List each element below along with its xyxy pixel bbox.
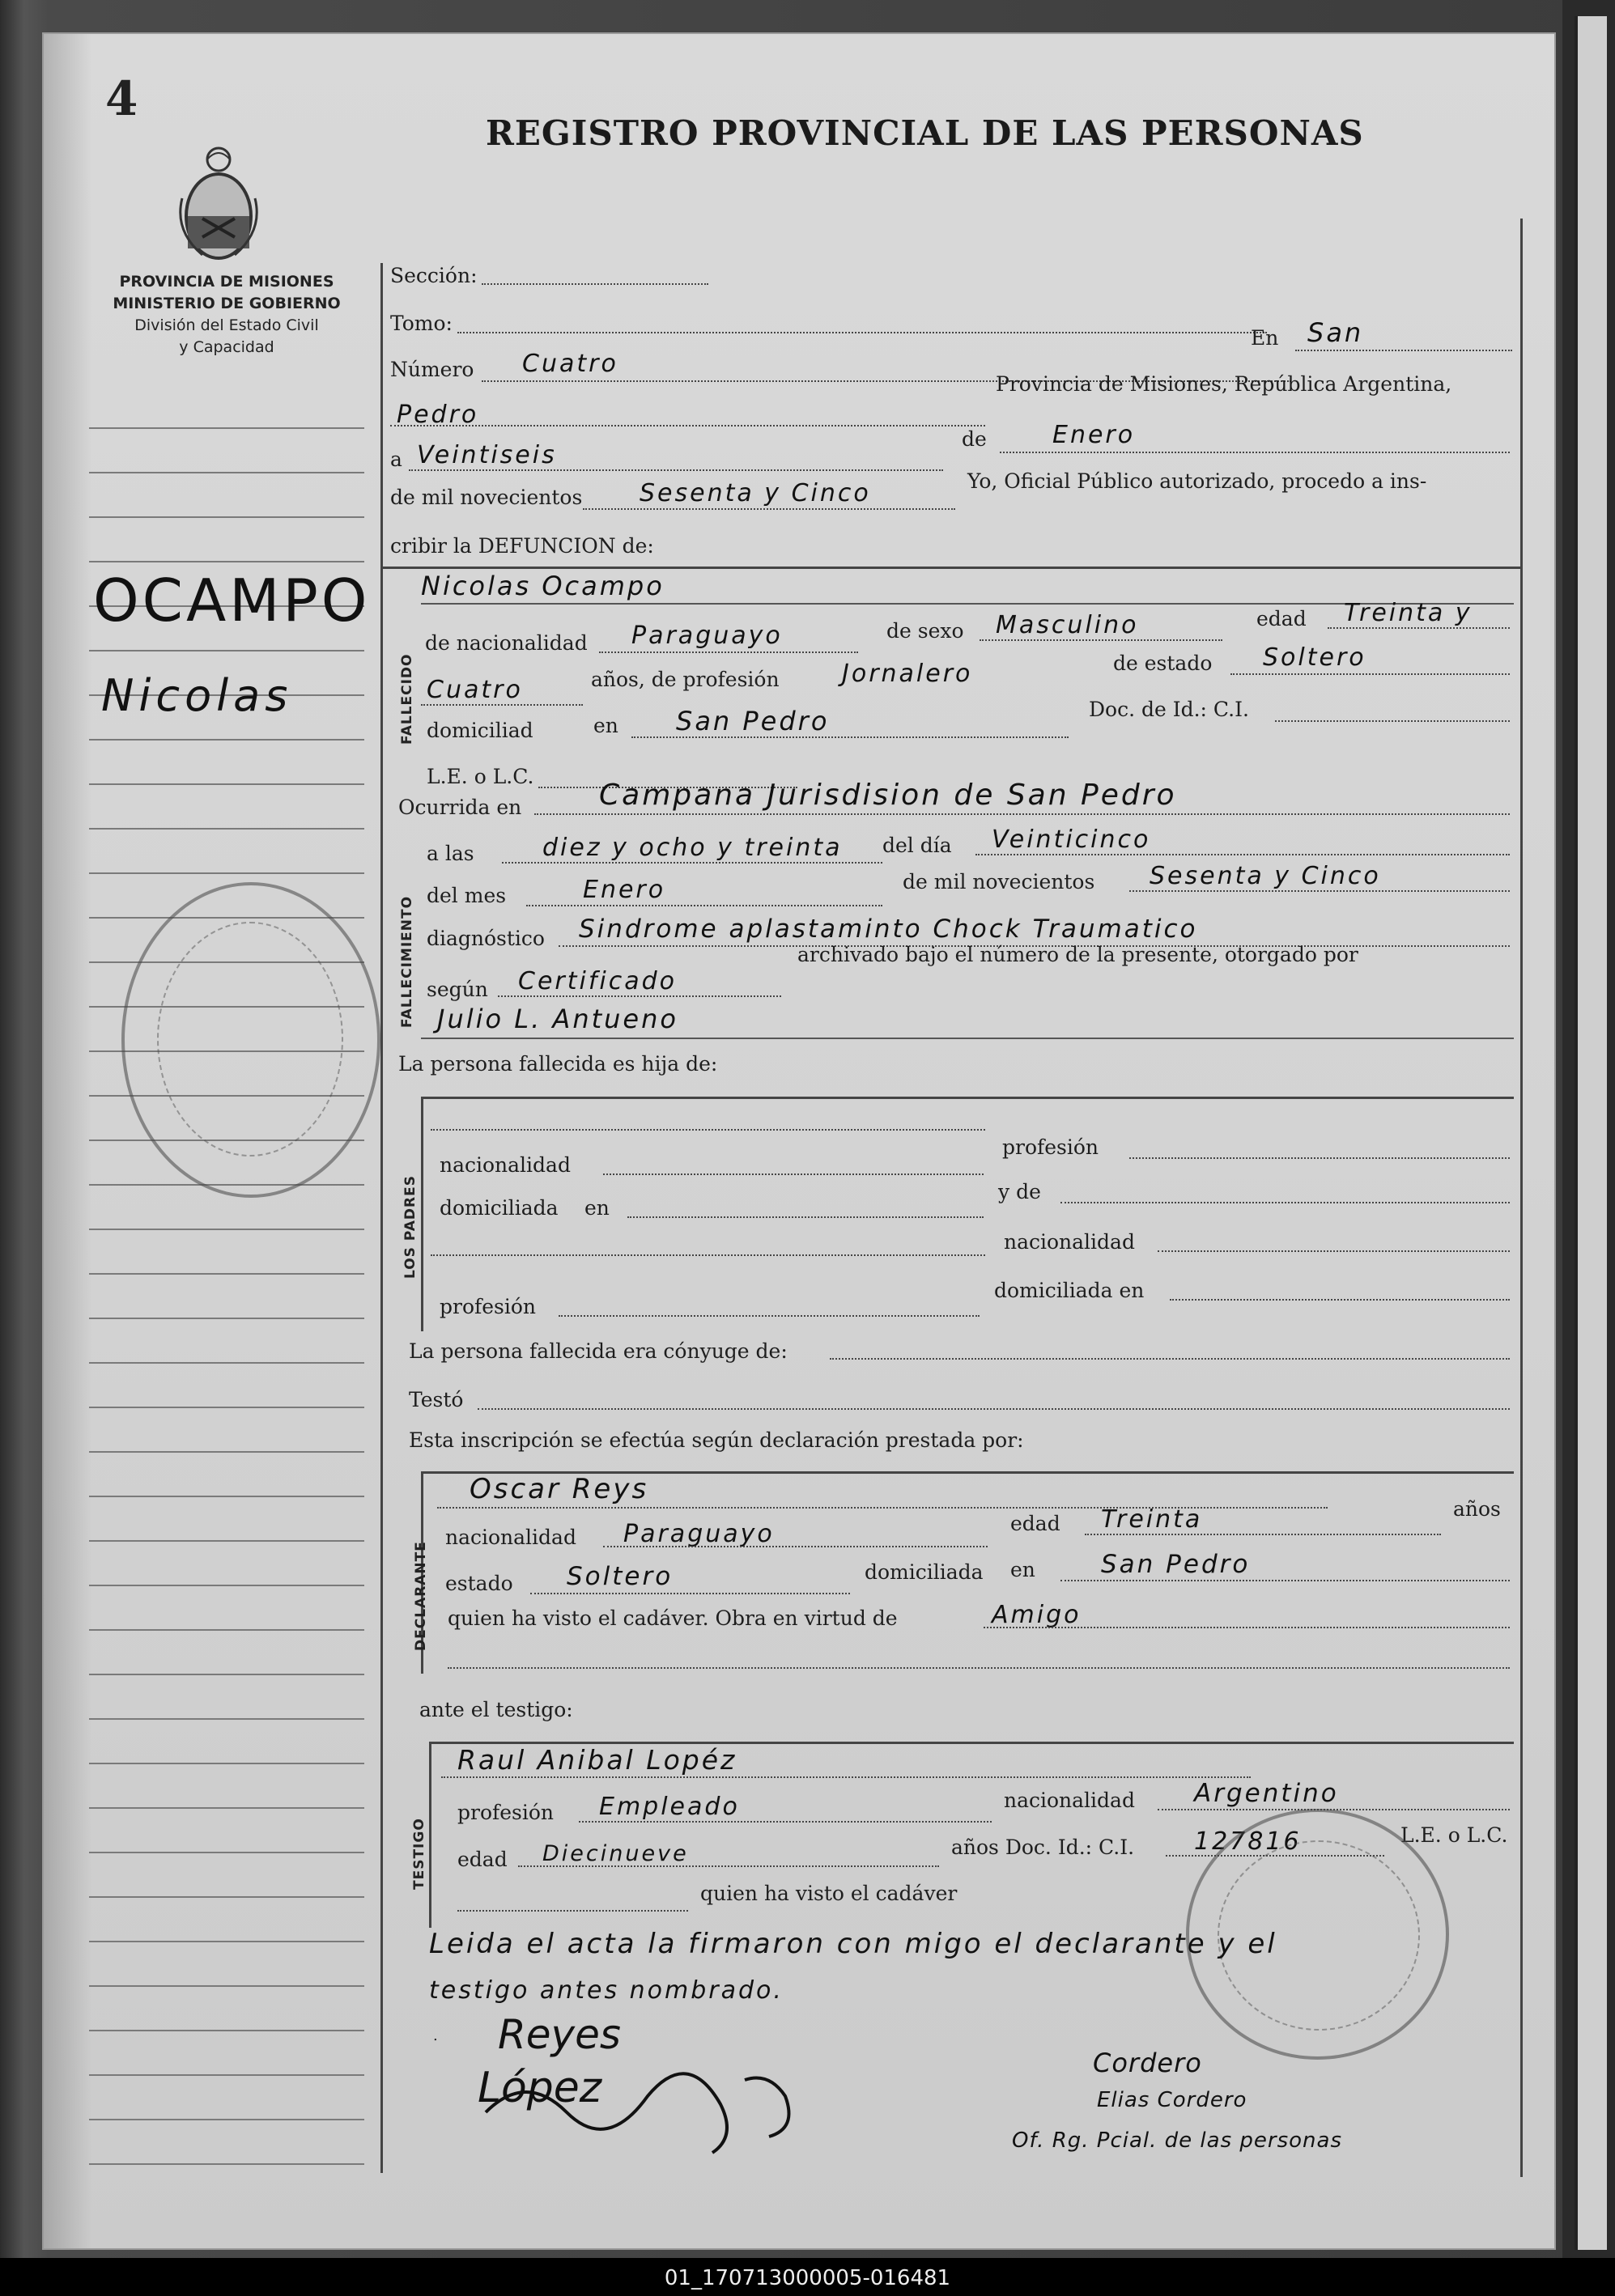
archivado-text: archivado bajo el número de la presente, otorgado por <box>797 943 1358 966</box>
declarante-edad-line <box>1085 1534 1441 1535</box>
diagnostico-value: Sindrome aplastaminto Chock Traumatico <box>579 915 1198 944</box>
padre-name-line <box>431 1129 985 1131</box>
anio-value: Sesenta y Cinco <box>1150 862 1381 890</box>
doc-label: Doc. de Id.: C.I. <box>1089 698 1249 721</box>
testigo-anos-doc-label: años Doc. Id.: C.I. <box>951 1836 1135 1859</box>
medico-value: Julio L. Antueno <box>437 1004 678 1034</box>
padre-domicilio-line <box>627 1216 984 1218</box>
province-text: Provincia de Misiones, República Argentina, <box>996 372 1452 396</box>
place-line <box>390 425 985 427</box>
nacionalidad-value: Paraguayo <box>631 622 783 650</box>
padre-profesion2-line <box>559 1315 980 1317</box>
testigo-profesion-label: profesión <box>457 1801 555 1824</box>
declarante-estado-line <box>530 1593 850 1594</box>
mes-value: Enero <box>583 876 666 904</box>
month-line <box>1000 452 1510 453</box>
mil-label: de mil novecientos <box>903 870 1095 893</box>
month-value: Enero <box>1052 421 1136 449</box>
margin-ruled-line <box>89 1763 364 1764</box>
margin-ruled-line <box>89 1941 364 1942</box>
margin-ruled-line <box>89 1496 364 1497</box>
de-label: de <box>962 427 987 451</box>
declarante-virtud-value: Amigo <box>992 1601 1082 1629</box>
madre-name-line <box>1060 1202 1510 1203</box>
sexo-line <box>980 639 1222 641</box>
seccion-label: Sección: <box>390 264 478 287</box>
margin-ruled-line <box>89 427 364 429</box>
padres-top-rule <box>421 1097 1514 1099</box>
edad-label: edad <box>1256 607 1307 630</box>
testigo-name-line <box>441 1776 1251 1778</box>
edad-value-continued: Cuatro <box>427 676 523 704</box>
margin-ruled-line <box>89 1718 364 1720</box>
testigo-le-lc-label: L.E. o L.C. <box>1400 1823 1508 1847</box>
en-value: San <box>1307 317 1364 348</box>
ocurrida-line <box>534 813 1510 815</box>
declarante-virtud-line <box>984 1627 1510 1628</box>
padre-profesion-label: profesión <box>1002 1135 1099 1159</box>
testigo-edad-value: Diecinueve <box>542 1841 689 1866</box>
conyuge-label: La persona fallecida era cónyuge de: <box>409 1339 788 1363</box>
fallecimiento-side-rule <box>380 834 383 1076</box>
testigo-intro: ante el testigo: <box>419 1698 573 1721</box>
inscribe-text: cribir la DEFUNCION de: <box>390 534 654 558</box>
margin-ruled-line <box>89 1585 364 1586</box>
ocurrida-value: Campana Jurisdision de San Pedro <box>599 779 1177 812</box>
margin-ruled-line <box>89 1852 364 1853</box>
margin-ruled-line <box>89 1896 364 1898</box>
domiciliado-label: domiciliad <box>427 719 533 742</box>
place-value: Pedro <box>397 401 479 429</box>
edad-value: Treinta y <box>1344 599 1473 627</box>
hora-value: diez y ocho y treinta <box>542 834 843 862</box>
madre-nacionalidad-label: nacionalidad <box>1004 1230 1135 1254</box>
official-name: Elias Cordero <box>1097 2088 1247 2112</box>
nacionalidad-line <box>599 651 858 653</box>
form-left-border <box>380 263 383 2173</box>
conyuge-line <box>830 1358 1510 1360</box>
signature-testigo: López <box>478 2064 602 2112</box>
nacionalidad-label: de nacionalidad <box>425 631 588 655</box>
sig-dot-1: . <box>433 2027 438 2044</box>
margin-ruled-line <box>89 1318 364 1319</box>
registry-title: REGISTRO PROVINCIAL DE LAS PERSONAS <box>486 113 1364 153</box>
segun-value: Certificado <box>518 967 678 995</box>
declarante-nacionalidad-value: Paraguayo <box>623 1520 775 1548</box>
margin-ruled-line <box>89 2163 364 2165</box>
next-page-edge <box>1575 16 1607 2250</box>
closing-line-1: Leida el acta la firmaron con migo el declarante y el <box>429 1928 1277 1960</box>
madre-domicilio-line <box>1170 1299 1510 1301</box>
sexo-value: Masculino <box>996 611 1139 639</box>
declarante-nacionalidad-label: nacionalidad <box>445 1526 576 1549</box>
medico-line <box>421 1038 1514 1039</box>
edad-line-2 <box>421 704 583 706</box>
testo-label: Testó <box>409 1388 464 1411</box>
hora-line <box>502 862 882 864</box>
declarante-anos-label: años <box>1453 1497 1501 1521</box>
madre-domiciliada-label: domiciliada en <box>994 1279 1145 1302</box>
margin-ruled-line <box>89 1629 364 1631</box>
testigo-edad-label: edad <box>457 1848 508 1871</box>
padre-en-label: en <box>584 1196 610 1220</box>
testo-line <box>478 1408 1510 1410</box>
signature-declarante: Reyes <box>498 2011 621 2058</box>
form-right-border <box>1520 219 1523 2177</box>
edad-line <box>1328 627 1510 629</box>
declarante-section-label: DECLARANTE <box>413 1541 429 1651</box>
margin-ruled-line <box>89 1273 364 1275</box>
closing-line-2: testigo antes nombrado. <box>429 1976 784 2005</box>
declarante-edad-label: edad <box>1010 1512 1060 1535</box>
fallecimiento-section-label: FALLECIMIENTO <box>399 895 415 1028</box>
doc-line <box>1275 720 1510 722</box>
declarante-nacionalidad-line <box>603 1546 988 1547</box>
padre-domiciliada-label: domiciliada <box>440 1196 559 1220</box>
year-line <box>583 508 955 510</box>
margin-ruled-line <box>89 2074 364 2076</box>
anos-profesion-label: años, de profesión <box>591 668 780 691</box>
fallecido-top-rule <box>380 567 1522 569</box>
margin-ruled-line <box>89 828 364 830</box>
a-las-label: a las <box>427 842 474 865</box>
page-number: 4 <box>105 71 138 126</box>
fallecido-section-label: FALLECIDO <box>399 653 415 745</box>
declaracion-label: Esta inscripción se efectúa según declaración prestada por: <box>409 1428 1024 1452</box>
margin-ruled-line <box>89 472 364 473</box>
margin-ruled-line <box>89 872 364 874</box>
numero-label: Número <box>390 358 474 381</box>
numero-value: Cuatro <box>522 350 618 378</box>
testigo-edad-line <box>518 1865 939 1867</box>
margin-given-name: Nicolas <box>101 670 293 721</box>
testigo-extra-line <box>457 1910 688 1912</box>
padre-profesion-line <box>1129 1157 1510 1159</box>
margin-ruled-line <box>89 783 364 785</box>
fallecido-side-rule <box>380 567 383 801</box>
estado-value: Soltero <box>1263 643 1366 672</box>
margin-ruled-line <box>89 650 364 651</box>
margin-ruled-line <box>89 1229 364 1230</box>
testigo-ci-value: 127816 <box>1194 1827 1302 1856</box>
testigo-nacionalidad-label: nacionalidad <box>1004 1789 1135 1812</box>
testigo-side-rule <box>429 1742 431 1928</box>
sexo-label: de sexo <box>886 619 964 643</box>
signature-scribble <box>478 2039 818 2161</box>
margin-surname: OCAMPO <box>93 567 371 634</box>
official-title: Of. Rg. Pcial. de las personas <box>1012 2128 1343 2153</box>
padre-profesion2-label: profesión <box>440 1295 537 1318</box>
le-lc-label: L.E. o L.C. <box>427 765 534 788</box>
y-de-label: y de <box>998 1180 1041 1203</box>
deceased-name-value: Nicolas Ocampo <box>421 571 665 601</box>
profesion-value: Jornalero <box>842 660 973 688</box>
margin-ruled-line <box>89 1407 364 1408</box>
en-line <box>1295 350 1512 351</box>
domicilio-line <box>631 736 1069 738</box>
margin-ruled-line <box>89 1540 364 1542</box>
tomo-line <box>457 332 1267 333</box>
declarante-extra-line <box>448 1667 1510 1669</box>
declarante-en-label: en <box>1010 1558 1035 1581</box>
year-prefix: de mil novecientos <box>390 486 583 509</box>
official-signature: Cordero <box>1093 2048 1202 2078</box>
page-gutter-shadow <box>44 34 92 2248</box>
ocurrida-label: Ocurrida en <box>398 796 522 819</box>
office-ministry: MINISTERIO DE GOBIERNO <box>113 295 341 312</box>
domicilio-en-label: en <box>593 714 618 737</box>
margin-ruled-line <box>89 2119 364 2120</box>
margin-ruled-line <box>89 739 364 741</box>
declarante-visto-label: quien ha visto el cadáver. Obra en virtud de <box>448 1606 898 1630</box>
testigo-profesion-value: Empleado <box>599 1793 740 1821</box>
diagnostico-label: diagnóstico <box>427 927 545 950</box>
declarante-edad-value: Treinta <box>1101 1505 1203 1534</box>
year-value: Sesenta y Cinco <box>640 479 871 507</box>
testigo-visto-label: quien ha visto el cadáver <box>700 1882 958 1905</box>
issuing-office <box>81 271 372 359</box>
day-line <box>409 469 943 471</box>
office-capacity: y Capacidad <box>179 338 274 356</box>
segun-line <box>498 995 781 997</box>
tomo-label: Tomo: <box>390 312 453 335</box>
padre-nacionalidad-label: nacionalidad <box>440 1153 571 1177</box>
del-dia-label: del día <box>882 834 952 857</box>
declarante-estado-label: estado <box>445 1572 513 1595</box>
anio-line <box>1129 890 1510 892</box>
margin-ruled-line <box>89 1807 364 1809</box>
testigo-nacionalidad-value: Argentino <box>1194 1779 1339 1808</box>
declarante-domiciliada-label: domiciliada <box>865 1560 984 1584</box>
coat-of-arms-emblem <box>178 142 259 263</box>
testigo-name-value: Raul Anibal Lopéz <box>457 1744 737 1776</box>
padres-side-rule <box>421 1097 423 1331</box>
del-mes-label: del mes <box>427 884 507 907</box>
margin-ruled-line <box>89 1985 364 1987</box>
declarante-name-value: Oscar Reys <box>470 1473 649 1505</box>
segun-label: según <box>427 978 488 1001</box>
padres-intro: La persona fallecida es hija de: <box>398 1052 718 1076</box>
margin-ruled-line <box>89 1362 364 1364</box>
mes-line <box>526 905 882 906</box>
official-text: Yo, Oficial Público autorizado, procedo a ins- <box>967 469 1427 493</box>
dia-value: Veinticinco <box>992 825 1151 854</box>
domicilio-value: San Pedro <box>676 706 830 736</box>
day-value: Veintiseis <box>417 441 557 469</box>
testigo-section-label: TESTIGO <box>411 1818 427 1890</box>
margin-ruled-line <box>89 1451 364 1453</box>
day-prefix: a <box>390 448 402 471</box>
margin-ruled-line <box>89 2030 364 2031</box>
estado-line <box>1230 673 1510 675</box>
padre-nacionalidad-line <box>603 1173 984 1175</box>
declarante-domicilio-value: San Pedro <box>1101 1550 1251 1579</box>
madre-nacionalidad-line <box>1158 1250 1510 1252</box>
testigo-profesion-line <box>579 1821 992 1823</box>
margin-ruled-line <box>89 561 364 562</box>
declarante-domicilio-line <box>1060 1580 1510 1581</box>
en-label: En <box>1251 326 1279 350</box>
seccion-line <box>482 283 708 285</box>
declarante-estado-value: Soltero <box>567 1562 674 1591</box>
margin-ruled-line <box>89 1674 364 1675</box>
margin-ruled-line <box>89 516 364 518</box>
registry-seal-stamp <box>121 882 380 1198</box>
padre-extra-line <box>431 1254 985 1256</box>
estado-label: de estado <box>1113 651 1213 675</box>
office-province: PROVINCIA DE MISIONES <box>119 273 334 291</box>
office-division: División del Estado Civil <box>134 316 319 334</box>
padres-section-label: LOS PADRES <box>402 1175 419 1279</box>
dia-line <box>975 854 1510 855</box>
image-reference-code: 01_170713000005-016481 <box>664 2266 951 2290</box>
